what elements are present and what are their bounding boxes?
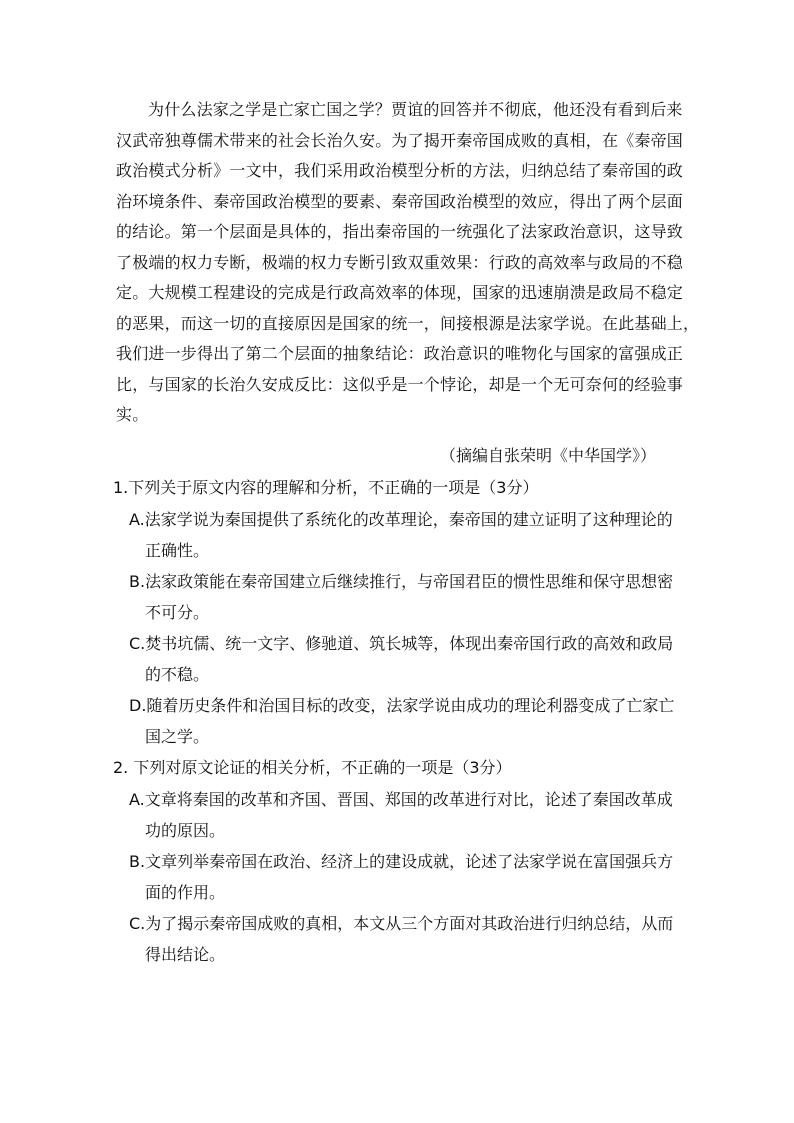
passage-line: 我们进一步得出了第二个层面的抽象结论：政治意识的唯物化与国家的富强成正 — [116, 344, 684, 363]
option-text: B.法家政策能在秦帝国建立后继续推行，与帝国君臣的惯性思维和保守思想密 — [129, 572, 674, 591]
passage-line: 实。 — [116, 405, 149, 424]
option-text-cont: 的不稳。 — [145, 665, 210, 684]
option-text-cont: 功的原因。 — [145, 821, 226, 840]
passage-line: 的恶果，而这一切的直接原因是国家的统一，间接根源是法家学说。在此基础上， — [116, 313, 700, 333]
option-text-cont: 国之学。 — [145, 727, 210, 746]
option-c[interactable] — [129, 628, 689, 690]
option-text: C.为了揭示秦帝国成败的真相，本文从三个方面对其政治进行归纳总结，从而 — [129, 914, 674, 933]
passage — [116, 95, 700, 431]
option-text-cont: 不可分。 — [145, 603, 210, 622]
option-b[interactable] — [129, 566, 689, 628]
passage-line: 定。大规模工程建设的完成是行政高效率的体现，国家的迅速崩溃是政局不稳定 — [116, 283, 684, 302]
passage-line: 比，与国家的长治久安成反比：这似乎是一个悖论，却是一个无可奈何的经验事 — [116, 374, 684, 394]
option-text-cont: 得出结论。 — [145, 945, 226, 964]
question-stem: 1.下列关于原文内容的理解和分析，不正确的一项是（3分） — [113, 478, 539, 497]
option-b[interactable] — [129, 846, 689, 908]
option-a[interactable] — [129, 504, 689, 566]
question-stem: 2. 下列对原文论证的相关分析，不正确的一项是（3分） — [113, 758, 512, 777]
passage-source: （摘编自张荣明《中华国学》） — [440, 446, 657, 465]
passage-line: 治环境条件、秦帝国政治模型的要素、秦帝国政治模型的效应，得出了两个层面 — [116, 191, 684, 211]
option-text: A.文章将秦国的改革和齐国、晋国、郑国的改革进行对比，论述了秦国改革成 — [129, 790, 673, 809]
passage-line: 的结论。第一个层面是具体的，指出秦帝国的一统强化了法家政治意识，这导致 — [116, 222, 684, 241]
option-text: B.文章列举秦帝国在政治、经济上的建设成就，论述了法家学说在富国强兵方 — [129, 852, 674, 871]
passage-line: 了极端的权力专断，极端的权力专断引致双重效果：行政的高效率与政局的不稳 — [116, 252, 684, 272]
option-text: C.焚书坑儒、统一文字、修驰道、筑长城等，体现出秦帝国行政的高效和政局 — [129, 634, 674, 653]
option-text: D.随着历史条件和治国目标的改变，法家学说由成功的理论利器变成了亡家亡 — [129, 696, 675, 715]
passage-line: 汉武帝独尊儒术带来的社会长治久安。为了揭开秦帝国成败的真相，在《秦帝国 — [116, 130, 684, 150]
option-d[interactable] — [129, 690, 689, 752]
passage-line: 为什么法家之学是亡家亡国之学？贾谊的回答并不彻底，他还没有看到后来 — [148, 100, 683, 119]
option-text-cont: 正确性。 — [145, 541, 210, 560]
option-text-cont: 面的作用。 — [145, 883, 226, 902]
option-c[interactable] — [129, 908, 689, 970]
passage-line: 政治模式分析》一文中，我们采用政治模型分析的方法，归纳总结了秦帝国的政 — [116, 161, 684, 180]
option-text: A.法家学说为秦国提供了系统化的改革理论，秦帝国的建立证明了这种理论的 — [129, 510, 673, 529]
option-a[interactable] — [129, 784, 689, 846]
